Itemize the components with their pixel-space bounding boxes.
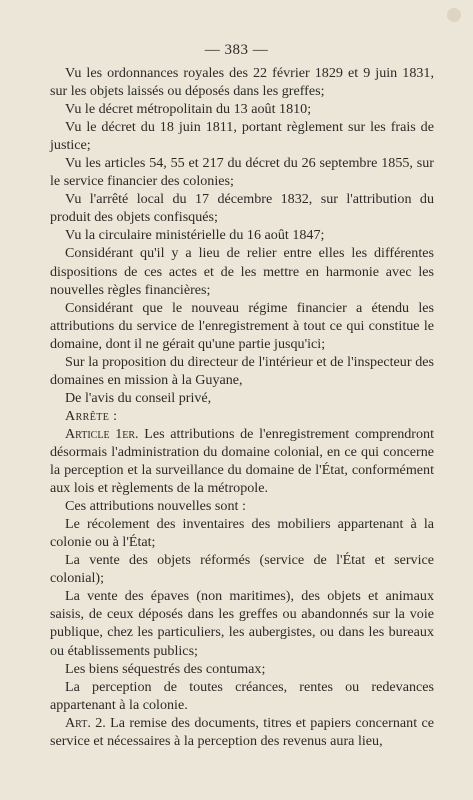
body-text [50, 64, 434, 750]
article-1-label: Article 1er. [65, 425, 139, 442]
article-2-label: Art. 2. [65, 714, 106, 731]
paragraph-avis: De l'avis du conseil privé, [65, 389, 212, 406]
paragraph-vu-circulaire: Vu la circulaire ministérielle du 16 août 1847; [65, 227, 325, 244]
article-2-text: La remise des documents, titres et papiers concernant ce service et nécessaires à la perception des revenus aura lieu, [50, 714, 434, 749]
paragraph-vu-arrete-local: Vu l'arrêté local du 17 décembre 1832, sur l'attribution du produit des objets confisqués; [50, 191, 434, 226]
paragraph-attributions: Ces attributions nouvelles sont : [65, 498, 246, 515]
paragraph-vu-decret-1811: Vu le décret du 18 juin 1811, portant règlement sur les frais de justice; [50, 119, 434, 154]
paragraph-perception: La perception de toutes créances, rentes ou redevances appartenant à la colonie. [50, 678, 434, 713]
paragraph-vu-ordonnances: Vu les ordonnances royales des 22 février 1829 et 9 juin 1831, sur les objets laissés ou déposés dans les greffes; [50, 65, 434, 100]
paragraph-considerant-1: Considérant qu'il y a lieu de relier entre elles les différentes dispositions de ces actes et de les mettre en harmonie avec les nouvelles règles financières; [50, 245, 434, 298]
paper-stain [447, 8, 461, 22]
article-1 [50, 425, 434, 497]
arrete-heading: Arrête : [65, 407, 118, 424]
paragraph-vente-epaves: La vente des épaves (non maritimes), des objets et animaux saisis, de ceux déposés dans les greffes ou abandonnés sur la voie publique, chez les particuliers, les aubergistes, ou dans les bureaux ou établissements publics; [50, 588, 434, 659]
paragraph-considerant-2: Considérant que le nouveau régime financier a étendu les attributions du service de l'enregistrement à tout ce qui constitue le domaine, dont il ne gérait qu'une partie jusqu'ici; [50, 299, 434, 352]
paragraph-recolement: Le récolement des inventaires des mobiliers appartenant à la colonie ou à l'État; [50, 516, 434, 551]
article-1-text: Les attributions de l'enregistrement comprendront désormais l'administration du domaine colonial, en ce qui concerne la perception et la surveillance du domaine de l'État, conformément aux lois et règlements de la métropole. [50, 425, 434, 497]
paragraph-proposition: Sur la proposition du directeur de l'intérieur et de l'inspecteur des domaines en mission à la Guyane, [50, 353, 434, 388]
paragraph-biens-sequestres: Les biens séquestrés des contumax; [65, 660, 266, 677]
paragraph-vu-articles: Vu les articles 54, 55 et 217 du décret du 26 septembre 1855, sur le service financier des colonies; [50, 155, 434, 190]
article-2 [50, 714, 434, 750]
paragraph-vente-objets: La vente des objets réformés (service de l'État et service colonial); [50, 552, 434, 587]
paragraph-vu-decret-1810: Vu le décret métropolitain du 13 août 1810; [65, 101, 312, 118]
page-number: — 383 — [204, 42, 269, 58]
